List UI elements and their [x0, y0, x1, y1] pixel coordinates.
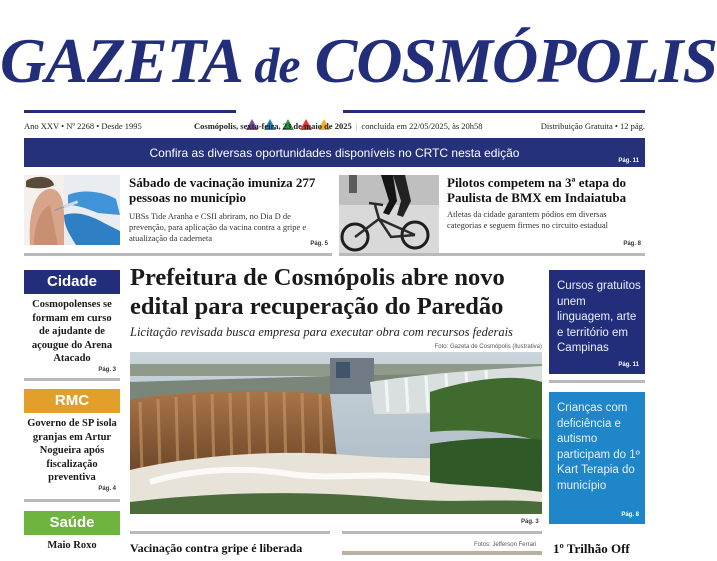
edition-info: Ano XXV • Nº 2268 • Desde 1995 — [24, 121, 142, 131]
section-rmc[interactable] — [24, 389, 120, 499]
dam-waterfall-photo — [130, 352, 542, 514]
banner-text: Confira as diversas oportunidades disponíveis no CRTC nesta edição — [149, 146, 520, 160]
newspaper-title: GAZETA de COSMÓPOLIS — [0, 25, 717, 96]
right-box-text: Crianças com deficiência e autismo participam do 1º Kart Terapia do município — [557, 402, 640, 492]
right-box-text: Cursos gratuitos unem linguagem, arte e território em Campinas — [557, 280, 641, 354]
section-page-ref: Pág. 4 — [98, 486, 116, 492]
section-label: Cidade — [24, 270, 120, 294]
dateline: Cosmópolis, sexta-feira, 23 de maio de 2025 | concluída em 22/05/2025, às 20h58 — [194, 121, 483, 131]
masthead-rule-right — [343, 110, 645, 113]
main-page-ref: Pág. 3 — [521, 519, 539, 525]
teaser-underline-right — [339, 253, 645, 256]
section-label: RMC — [24, 389, 120, 413]
bottom-left-headline[interactable]: Vacinação contra gripe é liberada — [130, 541, 303, 555]
section-headline: Cosmopolenses se formam em curso de ajudante de açougue do Arena Atacado — [31, 299, 113, 364]
bottom-divider-left — [130, 531, 330, 534]
section-headline: Governo de SP isola granjas em Artur Nogueira após fiscalização preventiva — [27, 418, 117, 483]
teaser-page-ref: Pág. 5 — [310, 241, 328, 247]
teaser-vaccination[interactable] — [24, 175, 332, 251]
info-bar — [24, 121, 645, 135]
vaccination-photo — [24, 175, 120, 245]
main-subtitle: Licitação revisada busca empresa para executar obra com recursos federais — [130, 325, 513, 339]
section-saude[interactable] — [24, 511, 120, 561]
section-label: Saúde — [24, 511, 120, 535]
section-divider — [24, 499, 120, 502]
bmx-photo — [339, 175, 439, 253]
teaser-summary: UBSs Tide Aranha e CSII abriram, no Dia D de prevenção, para aplicação da vacina contra a gripe e atualização da caderneta — [129, 211, 307, 243]
masthead-rule-left — [24, 110, 236, 113]
bottom-photo-strip — [342, 551, 542, 555]
teaser-summary: Atletas da cidade garantem pódios em diversas categorias e seguem firmes no circuito estadual — [447, 209, 608, 230]
crtc-banner[interactable] — [24, 138, 645, 167]
teaser-underline-left — [24, 253, 332, 256]
right-box-page-ref: Pág. 8 — [621, 512, 639, 518]
right-box-cursos[interactable] — [549, 270, 645, 374]
banner-page-ref: Pág. 11 — [618, 158, 639, 164]
section-cidade[interactable] — [24, 270, 120, 380]
section-divider — [24, 378, 120, 381]
main-photo-credit: Foto: Gazeta de Cosmópolis (Ilustrativa) — [434, 344, 542, 350]
right-box-kart-terapia[interactable] — [549, 392, 645, 524]
right-box-page-ref: Pág. 11 — [618, 362, 639, 368]
bottom-right-headline[interactable]: 1º Trilhão Off — [553, 541, 630, 556]
bottom-photo-credit: Fotos: Jefferson Ferrari — [474, 542, 537, 548]
masthead — [0, 14, 717, 106]
teaser-page-ref: Pág. 8 — [623, 241, 641, 247]
right-divider — [549, 380, 645, 383]
teaser-headline: Sábado de vacinação imuniza 277 pessoas no município — [129, 175, 316, 205]
distribution-info: Distribuição Gratuita • 12 pág. — [540, 121, 645, 131]
teaser-bmx[interactable] — [339, 175, 645, 251]
main-headline[interactable]: Prefeitura de Cosmópolis abre novo edital para recuperação do Paredão — [130, 264, 505, 320]
teaser-headline: Pilotos competem na 3ª etapa do Paulista de BMX em Indaiatuba — [447, 175, 627, 205]
bottom-divider-right — [342, 531, 542, 534]
section-headline: Maio Roxo — [47, 540, 97, 551]
section-page-ref: Pág. 3 — [98, 367, 116, 373]
